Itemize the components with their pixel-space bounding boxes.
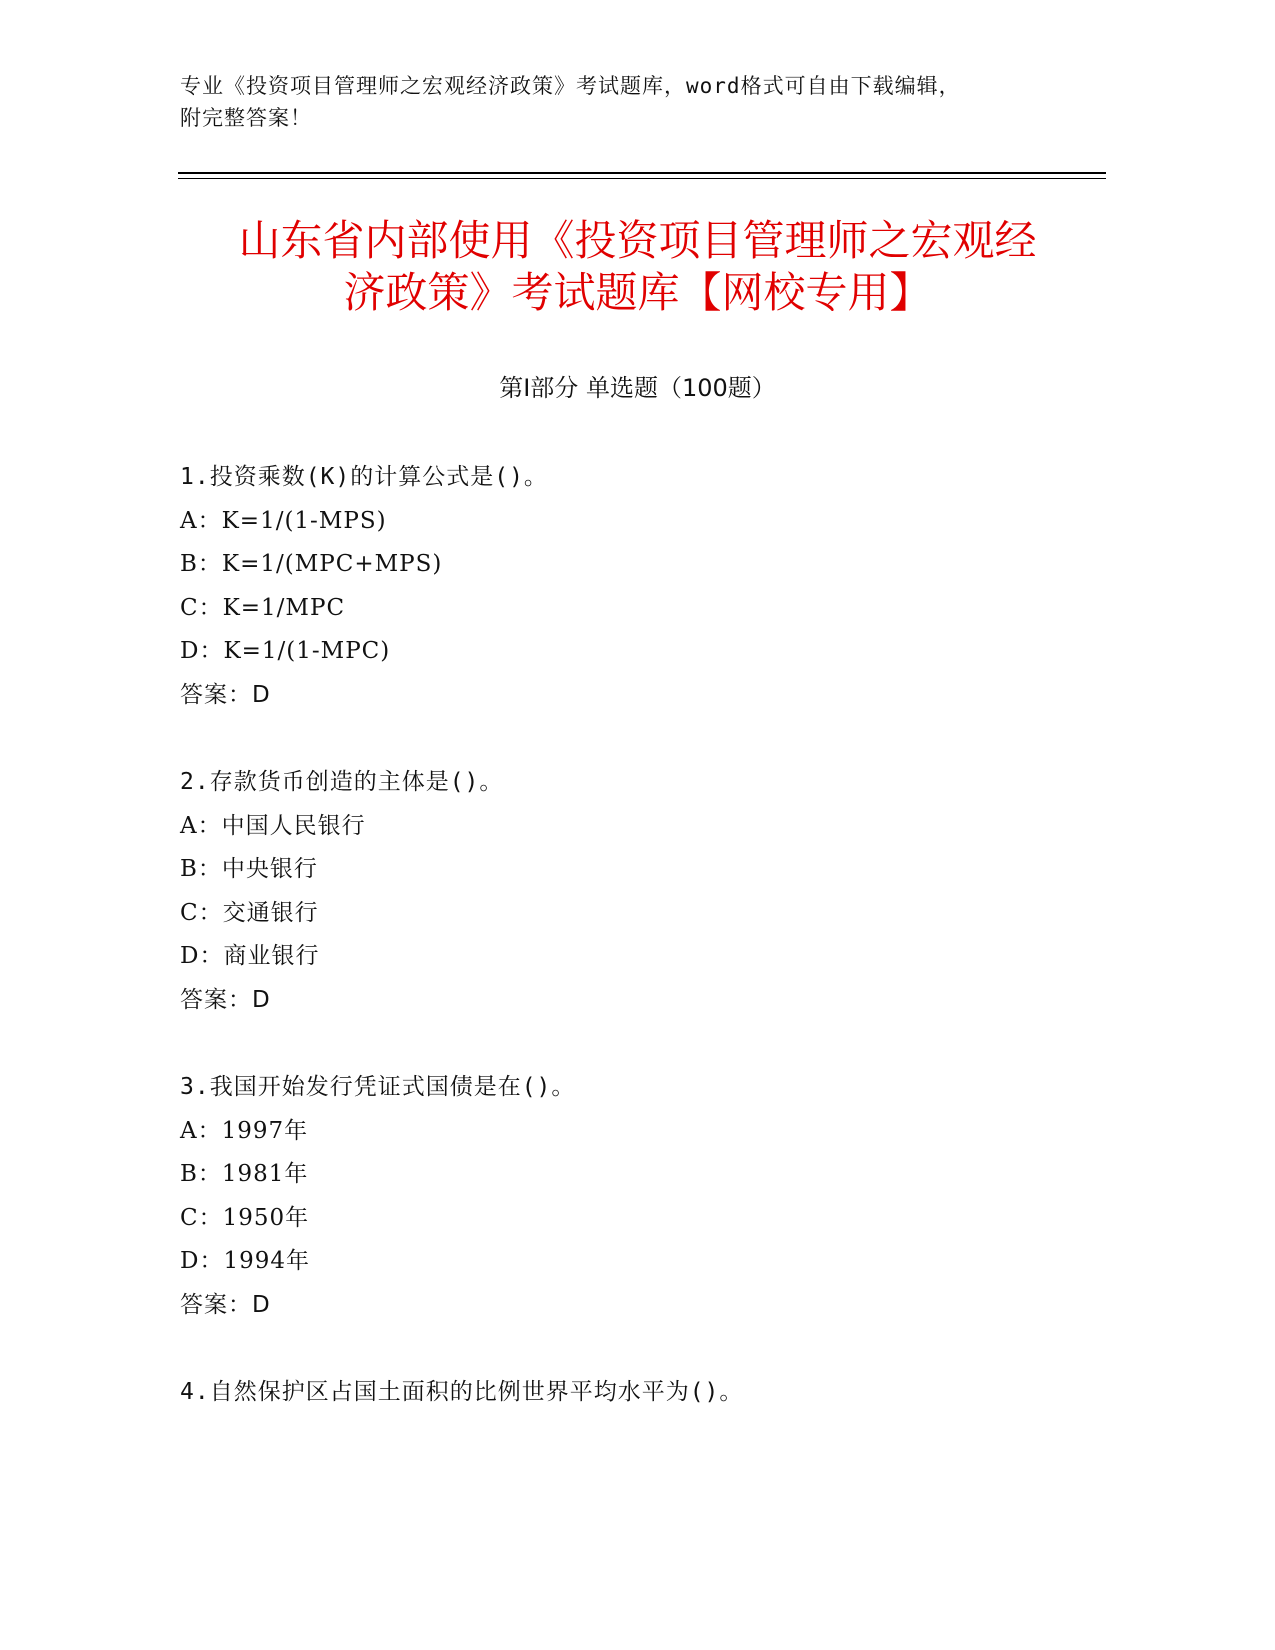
question-1 [180,456,1100,717]
answer: 答案：D [180,986,271,1013]
question-3 [180,1066,1100,1327]
question-list [180,456,1100,1415]
question-spacer [180,1327,1100,1371]
header-rule-thick [178,172,1106,174]
option-b: B：中央银行 [180,856,318,882]
option-d: D：商业银行 [180,943,320,969]
question-stem: 2.存款货币创造的主体是()。 [180,769,504,795]
header-note-line-1: 专业《投资项目管理师之宏观经济政策》考试题库，word格式可自由下载编辑， [180,74,961,98]
document-title [150,215,1125,319]
question-stem: 3.我国开始发行凭证式国债是在()。 [180,1074,576,1100]
question-spacer [180,1022,1100,1066]
option-c: C：交通银行 [180,899,319,926]
answer: 答案：D [180,681,271,708]
question-2 [180,761,1100,1022]
option-a: A：中国人民银行 [180,812,366,839]
option-d: D：K=1/(1-MPC) [180,638,391,664]
option-a: A：1997年 [180,1117,309,1144]
option-a: A：K=1/(1-MPS) [180,507,387,534]
answer: 答案：D [180,1291,271,1318]
section-title: 第Ⅰ部分 单选题（100题） [499,374,776,402]
question-stem: 1.投资乘数(K)的计算公式是()。 [180,464,548,490]
option-d: D：1994年 [180,1248,310,1274]
question-4 [180,1371,1100,1415]
header-note [180,70,1100,134]
option-b: B：1981年 [180,1161,309,1187]
option-b: B：K=1/(MPC+MPS) [180,551,443,577]
question-stem: 4.自然保护区占国土面积的比例世界平均水平为()。 [180,1379,744,1405]
option-c: C：K=1/MPC [180,594,346,621]
document-title-line-1: 山东省内部使用《投资项目管理师之宏观经 [238,216,1037,265]
header-rule-thin [178,178,1106,179]
header-note-line-2: 附完整答案！ [180,106,312,130]
document-title-line-2: 济政策》考试题库【网校专用】 [343,268,932,317]
question-spacer [180,717,1100,761]
option-c: C：1950年 [180,1204,310,1231]
